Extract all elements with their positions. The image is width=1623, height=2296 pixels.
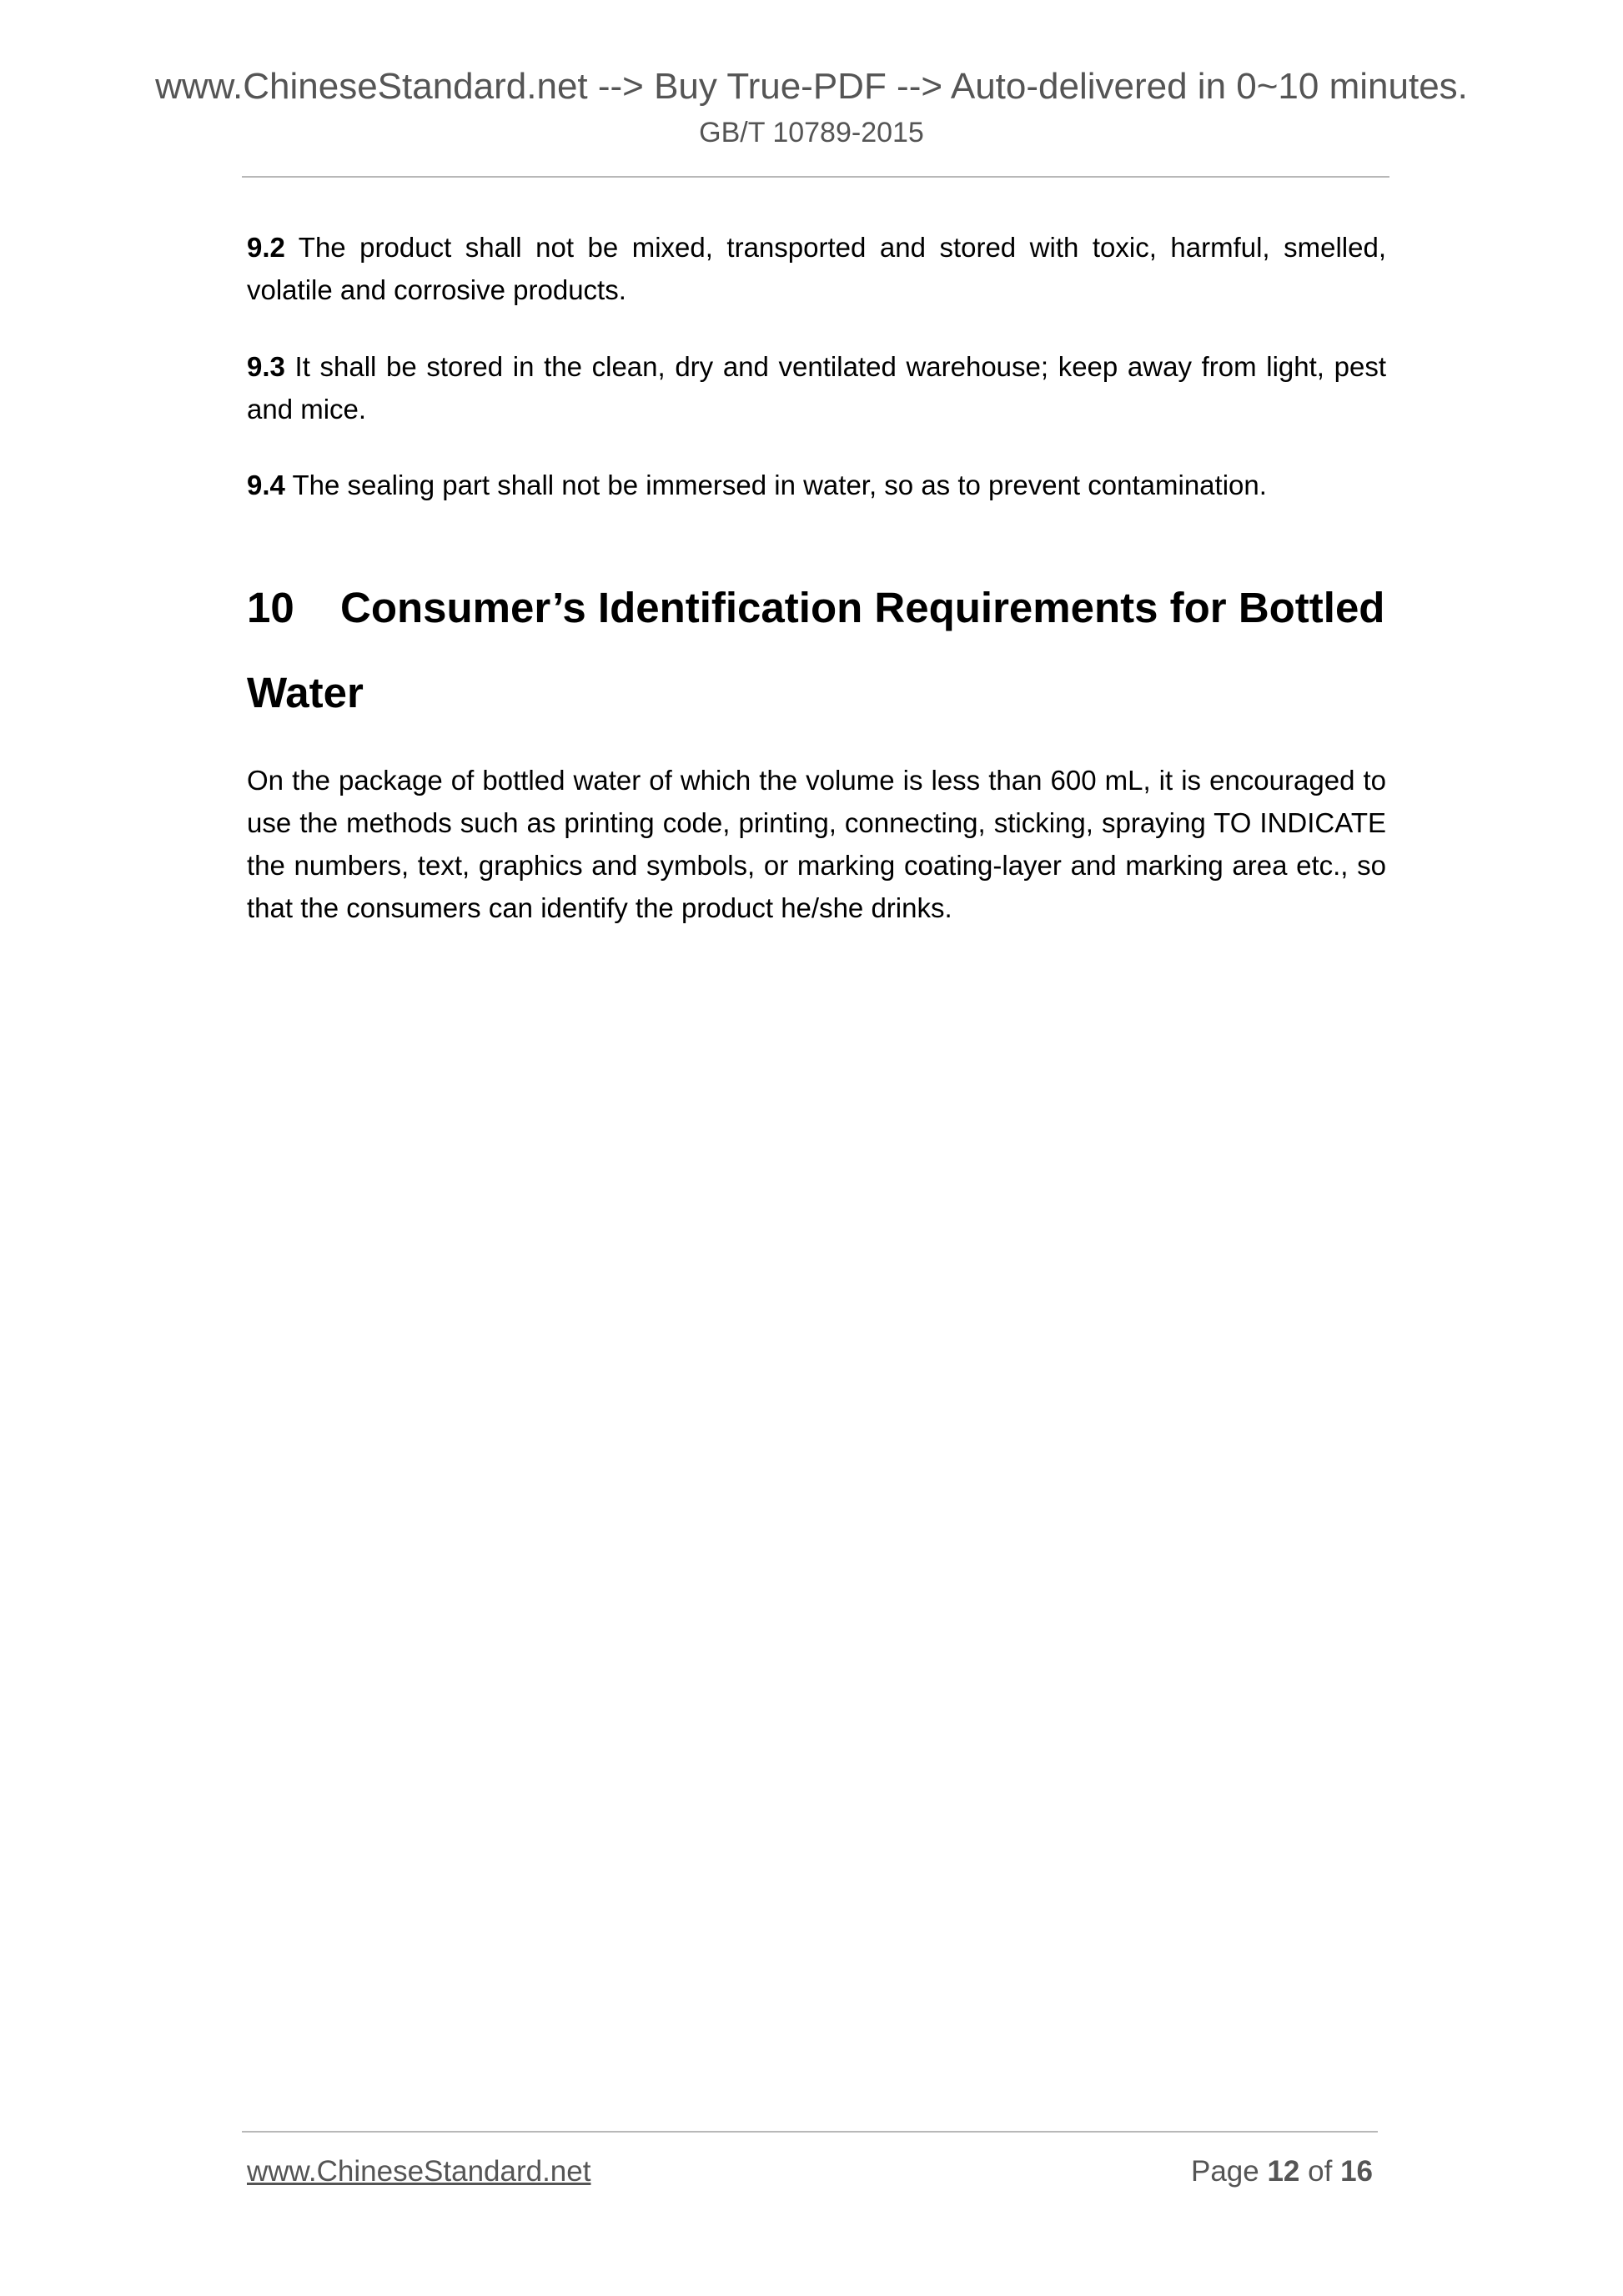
- clause-text: The sealing part shall not be immersed in water, so as to prevent contamination.: [284, 470, 1267, 500]
- clause-number: 9.2: [247, 232, 285, 263]
- section-10-heading: [247, 565, 1386, 736]
- header-divider: [242, 176, 1389, 178]
- section-10-body: On the package of bottled water of which the volume is less than 600 mL, it is encouraged to use the methods such as printing code, printing, connecting, sticking, spraying TO INDICATE the numbers, text, graphics and symbols, or marking coating-layer and marking area etc., so that the consumers can identify the product he/she drinks.: [247, 765, 1386, 923]
- footer-divider: [242, 2131, 1378, 2133]
- page-total: 16: [1340, 2155, 1373, 2188]
- clause-9-2: [247, 226, 1386, 311]
- header-banner: www.ChineseStandard.net --> Buy True-PDF --> Auto-delivered in 0~10 minutes.: [155, 66, 1468, 107]
- page-word: Page: [1190, 2155, 1259, 2188]
- clause-9-3: [247, 345, 1386, 430]
- section-number: 10: [247, 584, 294, 631]
- page-current: 12: [1267, 2155, 1300, 2188]
- footer-site-link[interactable]: www.ChineseStandard.net: [247, 2155, 591, 2188]
- clause-9-4: [247, 464, 1386, 506]
- clause-text: It shall be stored in the clean, dry and ventilated warehouse; keep away from light, pest and mice.: [247, 351, 1386, 425]
- clause-text: The product shall not be mixed, transported and stored with toxic, harmful, smelled, volatile and corrosive products.: [247, 232, 1386, 305]
- standard-code: GB/T 10789-2015: [699, 117, 924, 148]
- section-title: Consumer’s Identification Requirements for Bottled Water: [247, 584, 1385, 716]
- page-number: [1191, 2153, 1373, 2190]
- clause-number: 9.3: [247, 351, 285, 382]
- clause-number: 9.4: [247, 470, 285, 500]
- page-of: of: [1308, 2155, 1333, 2188]
